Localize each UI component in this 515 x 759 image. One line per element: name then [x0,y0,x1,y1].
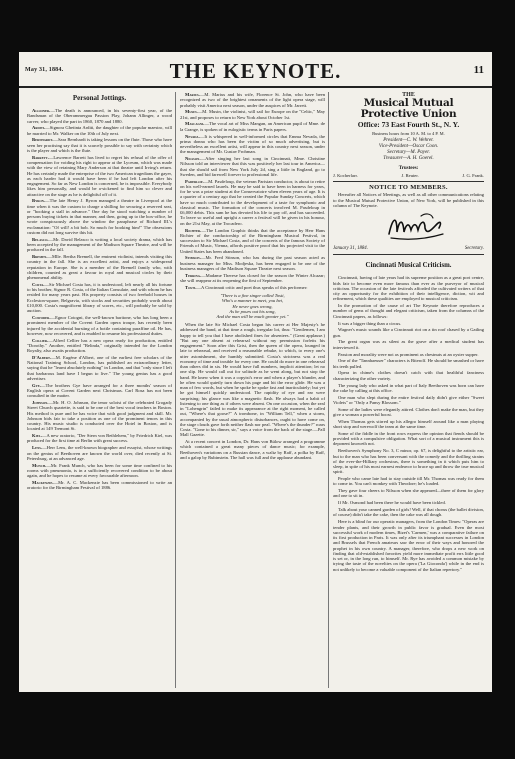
criticism-list [333,275,484,571]
jotting-name: Musin. [185,109,198,115]
jotting-paragraph [27,137,172,153]
jotting-paragraph [27,315,172,336]
jotting-name: Kiel. [32,433,42,439]
jotting-paragraph [27,237,172,253]
jotting-text: —Herr Lens, the well-known biographer and essayist, whose writings on the genius of Beethoven are known the world over, died recently at St. Petersburg, at an advanced age. [27,445,172,461]
jottings-list [27,108,172,491]
jotting-text: —Lawrence Barrett has lived to regret his refusal of the offer of compensation for voiding his right to appear at the Lyceum, which was made with the view of retaining Mary Anderson at that theatre until Irving's return. He has certainly made the enterprise of the two American tragedians the gayer, as each harder had it would have been if he had left London after his engagement. So far as New London is concerned, he is impossible. Everybody likes him personally, and would be a-sickened to find him so clever and attractive on the stage as he is delightful off of it. [27,154,172,197]
jotting-paragraph [27,338,172,354]
criticism-paragraph: If Mr. Osmond had been there he would have been tickled. [338,500,446,506]
jotting-text: —A new oratorio, "Der Stern von Bethlehem," by Friedrich Kiel, was produced for the first time at Berlin with great success. [27,433,172,444]
criticism-paragraph: One man who slept during the entire festival daily didn't give either "Sweet Violets" or "Only a Pansy Blossom." [333,394,484,405]
jotting-name: Terrina. [185,272,202,278]
jotting-name: Nevada. [185,133,200,139]
jotting-text: —Mr. A. C. Mackenzie has been commissioned to write an oratorio for the Birmingham Festival of 1886. [27,480,172,491]
criticism-paragraph: Some of the fiddle in the front rows express the opinion that fiends should be provided with a compulsive obligation. What sort of a musical instrument this is deponent knoweth not. [333,430,484,447]
poem-verse [180,293,325,319]
officer-list [333,138,484,163]
anecdote-list [180,322,325,460]
jotting-paragraph [180,121,325,132]
jotting-paragraph [180,285,325,290]
jotting-name: D'Albert. [32,354,52,360]
jotting-paragraph [27,254,172,280]
jotting-name: Bremen. [32,254,48,260]
jotting-text: —The brothers Gye have arranged for a three months' season of English opera at Covent Garden next Christmas. Carl Rosa has not been consulted in the matter. [27,382,172,399]
jotting-paragraph [27,198,172,235]
jotting-text: —It is whispered in well-informed circles that Emma Nevada, the prima donna who has been the victim of so much advertising, but is nevertheless an excellent artist, will appear in this country next season, under the management of Mr. Gustav Frohman. [180,133,325,155]
jotting-name: Allioner. [32,108,51,113]
jotting-name: Munch. [32,462,47,468]
jotting-paragraph [180,179,325,226]
jotting-name: Paderlop. [185,178,204,184]
criticism-paragraph: Here is a blind for our operatic managers, from the London Times: "Operas are tender plants, and their growth in public favor is gradual. Even the most successful work of modern times, Bizet's 'Carmen,' was a comparative failure on its first production in Paris. It was only after its triumphant successes in London and Brussels that French amateurs saw the error of their ways and honored the prophet in his own country. A manager, therefore, who drops a new work on finding that old-established favorites yield more immediate profit errs little good is set or, in the long run, to himself. Mr. Rye has avoided a common mistake by trying the taste of the novelties on the opera ('La Gioconda') while in the end is not unlikely to become a valuable component of the Italian repertory." [333,519,484,572]
jotting-name: Collier. [32,337,49,343]
jotting-paragraph [180,156,325,177]
notice-text: Hereafter all Notices of Meetings, as well as all other communications relating to the Musical Mutual Protective Union, of New York, will be published in this column of The Keynote. [333,192,484,208]
jotting-name: Mascagni. [185,121,205,127]
divider [333,254,484,255]
jotting-text: —The late Henry J. Byron managed a theatre in Liverpool at the time when it was the custom to charge a shilling for securing a reserved seat, or "booking a stall in advance." One day he stood watching a number of persons buying tickets in that manner, and then, going up to the box-office, he wrote conspicuously above the window the paraphrase of Richard III.'s exclamation: "Of will! a bit bob. So much for booking him!" The obsessions custom did not long survive this hit. [27,198,172,235]
column-middle [180,92,325,688]
jotting-paragraph [27,108,172,124]
jotting-paragraph [180,109,325,120]
secretary-signature [333,210,484,244]
jotting-paragraph [27,463,172,479]
jotting-text: —Sir Michael Costa has, it is understood, left nearly all his fortune to his brother, Signor R. Costa, of the Italian Consulate, and with whom he has resided for many years past. His property consists of two freehold houses in Eccleston-square, Belgravia, with stocks and securities probably worth about £10,000. Costa's magnificent library of scores, etc., will probably be sold by auction. [27,281,172,314]
jotting-name: Richter. [185,227,202,233]
society-title: Musical Mutual Protective Union [360,97,457,121]
divider [333,181,484,182]
jotting-paragraph [27,480,172,491]
column-union-notice [333,92,484,688]
jotting-name: Tosti. [185,284,197,290]
criticism-paragraph: It was a bigger thing than a circus. [338,320,402,326]
jotting-text: —A Cincinnati critic and poet thus speaks of this performer: [196,284,308,290]
jotting-text: —Madame Therese has closed for the season the Winter Alcazar; she will reappear at its reopening the first of September. [180,272,325,283]
jotting-text: —M. Marius and his wife, Florence St. John, who have been recognized as two of the brightest ornaments of the light opera stage, will probably visit America next season, under the auspices of Mr. Jarrett. [180,92,325,108]
anecdote-paragraph: At a recent concert in London, Dr. Hans von Bülow arranged a programme which contained a great many pieces of dance music; for example, Beethoven's variations on a Russian dance, a waltz by Raff, a polka by Raff, and a galop by Rubinstein. The hall was full and the applause abundant. [180,439,325,460]
criticism-paragraph: Beethoven's Symphony No. 3, C minor, op. 67, is delightful to the artistic ear, but to the man who has been conversant with the comedy and the thrilling strains of the ever-the-Hilliary orchestras, there is something in it which puts him to sleep, in spite of his most earnest endeavor to brace up and throw the true musical spirit. [333,448,484,475]
verse-line: And the man will be much greater yet." [216,313,289,319]
jotting-paragraph [27,155,172,197]
jottings-continued [180,92,325,290]
jotting-paragraph [27,282,172,314]
officer-entry: President—C. W. Wehrer. [383,137,434,143]
jotting-text: —Mr. David Belasco is writing a local society drama, which has been accepted by the management of the Madison Square Theatre, and will be produced in the fall. [27,236,172,253]
jotting-paragraph [180,92,325,108]
column-divider [175,92,176,688]
verse-line: As he pours out his song, [229,308,276,314]
page-number: 11 [473,64,484,76]
jotting-paragraph [180,273,325,284]
criticism-paragraph: The young lady who asked in what part of Italy Beethoven was born can have the cake by calling at this office. [333,382,484,393]
jotting-paragraph [27,383,172,399]
criticism-paragraph: They gave four cheers to Nilsson when she appeared—three of them for glory and one to sit in. [333,488,484,499]
jotting-name: Byron. [32,198,46,204]
criticism-paragraph: Wagner's music sounds like a Cincinnati riot on a tin roof chased by a Gatling gun. [333,327,484,338]
jotting-paragraph [27,445,172,461]
jotting-text: —M. Musin, the violinist, will sail for Europe on the "Celtic," May 21st, and proposes to return to New York about October 1st. [180,109,325,120]
criticism-paragraph: Opera in chime's clothes doesn't catch with that healthful fanciness characterizing the other variety. [333,370,484,381]
jotting-name: Lens. [32,445,43,451]
business-hours: Business hours from 10 A. M. to 4 P. M. [372,130,445,136]
jotting-paragraph [180,134,325,155]
trustees-label: Trustees: [398,165,419,171]
jotting-name: Johnson. [32,400,49,406]
jotting-text: —After singing her last song in Cincinnati, Mme. Christine Nilsson told an interviewer that this was positively her last tour in America—that she should sail from New York July 2d, sing a little in England, go to Sweden, and bid farewell forever to professional life. [180,156,325,177]
jotting-text: —Egnor Cotogni, the well-known baritone, who has long been a prominent member of the Covent Garden opera troupe, has recently been injured by the accidental bursting of a bottle containing paraffine oil. He has, however, now recovered, and is enabled to resume his professional duties. [27,315,172,336]
jotting-name: Barrett. [32,154,49,160]
jotting-text: —The death is announced, in his seventy-first year, of the Bandsman of the Oberammergau Passion Play, Johann Allinger, a wood carver, who played the part in 1860, 1870 and 1880. [27,108,172,124]
jotting-text: —M. Eugène d'Albert, one of the earliest free scholars of the National Training School, London, has published an extraordinary letter, saying that he "learnt absolutely nothing" in London, and that "only since I left that barbarous land have I begun to live." The young genius has a good advertiser. [27,354,172,381]
column-divider [328,92,329,688]
office-address: Office: 73 East Fourth St., N. Y. [357,120,460,130]
jotting-paragraph [27,400,172,432]
the-label: THE [402,92,415,98]
jotting-name: Arditi. [32,125,46,131]
officer-entry: Vice-President—Oscar Coon. [378,143,439,149]
jotting-text: —Sara Bernhardt is taking lessons on the flute. Those who have seen her practising say that it is scarcely possible to say with certainty which is the player and which is the flute. [27,137,172,153]
jotting-text: —Signora Ghetinta Arditi, the daughter of the popular maestro, will be married to Mr. Walker on the 10th of July next. [27,125,172,136]
jotting-name: Stimson. [185,255,201,261]
newspaper-page [19,52,492,692]
jotting-text: —The vocal art of Miss Mangan, an American pupil of Mme. de la Grange, is spoken of in eulogistic terms in Paris papers. [180,121,325,132]
signed-role: Secretary. [464,246,484,252]
jotting-paragraph [180,228,325,254]
jotting-name: Bernhardt. [32,137,54,143]
jotting-paragraph [180,255,325,271]
trustee-name: J. G. Frank. [462,172,484,178]
trustees-list [333,173,484,178]
jotting-paragraph [27,355,172,381]
jotting-name: Mackenzie. [32,480,54,485]
masthead-title: THE KEYNOTE. [169,59,342,83]
signed-date: January 31, 1884. [333,246,368,252]
jotting-name: Gye. [32,382,41,388]
section-heading: Cincinnati Musical Criticism. [365,262,452,270]
verse-line: Who's a manner to meet, you bet, [221,298,284,304]
criticism-paragraph: One of the "Tannhaeuser" characters is Biterolf. He should be smashed or have his teeth pulled. [333,358,484,369]
column-personal-jottings [27,92,172,688]
criticism-paragraph: Some of the ladies were elegantly attired. Clothes don't make the man, but they give a woman a powerful boost. [333,406,484,417]
trustee-name: J. Reuter. [401,172,419,178]
trustee-name: J. Kocherlarr. [333,172,358,178]
section-heading: Personal Jottings. [72,94,127,102]
criticism-paragraph: People who came late had to stay outside till Mr. Thomas was ready for them to come in. You can't monkey with Theodore; he's loaded. [333,476,484,487]
jotting-name: Marius. [185,92,200,97]
jotting-text: —The London Graphic thinks that the acceptance by Herr Hans Richter of the conductorship of the Birmingham Musical Festival, in succession to Sir Michael Costa, and of the concerts of the famous Society of Friends of Music, Vienna, affords positive proof that his projected visit to the United States has been abandoned. [180,227,325,254]
jotting-name: Cowoder. [32,315,51,320]
officer-entry: Treasurer—A. H. Goerel. [383,156,434,162]
jotting-name: Costa. [32,281,45,287]
jotting-text: —Mr. Fred Stinson, who has during the past season acted as business manager for Miss. Modjeska, has been engaged to be one of the business managers of the Madison Square Theatre next season. [180,255,325,271]
criticism-paragraph: When Thomas gets stirred up his allegro himself around like a man playing short stop and werewolf the team at the same time. [333,418,484,430]
issue-date: May 31, 1884. [25,67,64,73]
criticism-paragraph: The great organ was as silent as the grave after a medical student has interviewed it. [333,339,484,350]
signature-line [333,246,484,251]
jotting-paragraph [27,125,172,136]
notice-title: NOTICE TO MEMBERS. [369,184,448,192]
jotting-text: —M. Pasdeloup, the veteran Parisian conductor, is about to retire on his well-earned laurels. He may be said to have been in harness for years, for he was a prize student at the Conservatoire when eleven years of age. It is a quarter of a century ago that he created the Popular Sunday Concerts, which have so much contributed to the development of a taste for symphonic and classical music. The formation of the concerts involved M. Pasdeloup in £6,000 debts. This sum he has devoted his life to pay off, and has succeeded. To leave so useful and upright a career a festival will be given in his honour, on the 21st May, at the Trocadero. [180,178,325,226]
jotting-text: —Mr. Frank Munch, who has been for some time confined to his rooms with pneumonia, is in a sufficiently recovered condition to be about again, and he hopes to resume at every favourable afternoon. [27,462,172,479]
criticism-paragraph: In the promotion of the cause of art The Keynote therefore reproduces a number of gems of thought and elegant criticism, taken from the columns of the Cincinnati papers, as follows: [333,303,484,319]
jotting-paragraph [27,433,172,444]
verse-line: He never goes wrong, [232,303,273,309]
anecdote-paragraph: When the late Sir Michael Costa began his career at Her Majesty's he addressed the band, at that time a rough, irregular lot, thus: "Gentlemen, I am happy to tell you that I have abolished fines for absentees." (Great applause.) "But any one absent at rehearsal without my permission forfeits his engagement." Soon after this Grisi, then the queen of the opera, lounged in late to rehearsal, and received a reasonable rebuke, to which, to every one's utter astonishment, she humbly submitted. Costa's strictness was a real economy of time and trouble for every one. He could do more in one rehearsal than others did in six. He would have full numbers, implicit attention; let no one slip. He would call out for solitude as he went along, but not stop the band. He knew when it was a copyist's error and when a player's blunder, and he often would quietly turn down his page and hit the error glide. He was a man of few words, but when he spoke he spoke fast and inarticulately; but yet he got himself quickly understood. The rapidity of eye and ear were surprising; his glance was like a magnetic flash. He always had a habit of listening to one thing as if others were absent. On one occasion, when the zeal in "Lohengrin" failed to make its appearance at the right moment, he called out, "Where's that goose?" A trombone, in "William Tell," when a storm, accompanied by the usual atmospheric disturbances, ought to have come on, the stage clouds gave forth neither flash nor peal. "Where's the thunder?" roars Costa. "Gone to his dinner, sir," says a voice from the back of the stage.—Pall Mall Gazette. [180,322,325,438]
criticism-paragraph: Talk about your canned garden of girls! Well, if that chorus (the ballet division, of course) didn't take the cake, then the cake was all dough. [333,507,484,518]
jotting-text: —Mr. H. O. Johnson, the tenor soloist of the celebrated Grogady Street Church quartette, is said to be one of the best vocal teachers in Boston. His method is pure and he has voice that with good judgment and skill. Mr. Johnson bids fair to take a position as one of the prominent tenors in this country. His music studio is conducted over the Hotel in Boston, and is located at 149 Tremont St. [27,400,172,432]
officer-entry: Secretary—M. Payer. [387,150,430,156]
page-header [19,52,492,88]
jotting-text: —Alfred Cellier has a new opera ready for production, entitled "Dorothy." Another, entitled "Belinda," originally intended for the London Royalty, also awaits production. [27,337,172,354]
criticism-paragraph: Cincinnati, having of late years had its supreme position as a great port centre, bids fair to become even more famous than ever as the purveyor of musical criticism. The occasion of the late festivals afforded the cultivated writers of that city an opportunity for the exhibition of their intelligence, diction, wit and refinement, which these qualities are employed to musical criticism. [333,275,484,302]
jotting-name: Belasco. [32,236,49,242]
jotting-text: —Mlle. Bertha Bremell, the eminent violinist, intends visiting this country in the fall. She is an excellent artist, and enjoys a widespread reputation in Europe. She is a member of the Bremell family who, with children, counted as great a favour in royal and musical circles by their phenomenal ability. [27,254,172,281]
jotting-name: Nilsson. [185,156,201,162]
verse-line: "There is a fine singer called Tosti, [220,293,285,299]
criticism-paragraph: Passion and morality were not as prominent as chestnuts at an oyster supper. [338,351,479,357]
